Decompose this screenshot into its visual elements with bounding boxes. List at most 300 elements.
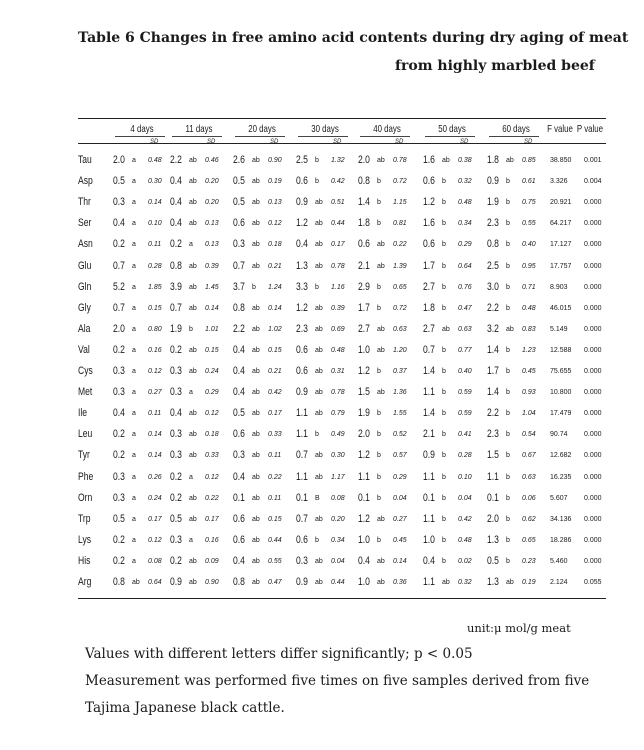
sd-value: 0.12 bbox=[205, 473, 219, 481]
significance-letter: ab bbox=[252, 494, 260, 502]
mean-value: 0.3 bbox=[113, 491, 125, 504]
significance-letter: b bbox=[377, 410, 381, 418]
significance-letter: b bbox=[506, 410, 510, 418]
mean-value: 1.2 bbox=[358, 512, 370, 525]
mean-value: 0.3 bbox=[113, 365, 125, 377]
p-value: 0.000 bbox=[584, 494, 602, 502]
sd-value: 0.29 bbox=[393, 473, 407, 481]
amino-acid-label: Ala bbox=[78, 322, 91, 335]
mean-value: 2.0 bbox=[113, 154, 125, 166]
mean-value: 0.3 bbox=[113, 196, 125, 209]
significance-letter: b bbox=[442, 178, 446, 186]
significance-letter: b bbox=[189, 325, 193, 333]
significance-letter: b bbox=[506, 346, 510, 354]
mean-value: 0.4 bbox=[358, 554, 370, 567]
significance-letter: ab bbox=[189, 283, 197, 291]
p-value: 0.000 bbox=[584, 325, 602, 333]
footnote-cattle: Tajima Japanese black cattle. bbox=[85, 700, 285, 716]
sd-value: 0.61 bbox=[522, 178, 536, 186]
sd-value: 0.04 bbox=[458, 494, 472, 502]
f-value: 46.015 bbox=[550, 304, 572, 312]
sd-value: 0.24 bbox=[148, 494, 162, 502]
significance-letter: b bbox=[377, 178, 381, 186]
significance-letter: b bbox=[377, 368, 381, 375]
sd-value: 0.55 bbox=[268, 557, 282, 565]
sd-value: 0.48 bbox=[458, 199, 472, 207]
sd-value: 0.54 bbox=[522, 431, 536, 439]
group-header: 20 days bbox=[248, 123, 276, 135]
mean-value: 1.1 bbox=[296, 428, 308, 441]
significance-letter: ab bbox=[132, 579, 140, 586]
sd-value: 0.44 bbox=[331, 220, 345, 228]
sd-value: 0.15 bbox=[268, 346, 282, 354]
significance-letter: ab bbox=[189, 346, 197, 354]
f-value: 64.217 bbox=[550, 220, 572, 228]
mean-value: 5.2 bbox=[113, 280, 125, 293]
mean-value: 0.2 bbox=[113, 238, 125, 251]
sd-value: 0.67 bbox=[522, 452, 536, 460]
mean-value: 0.3 bbox=[113, 386, 125, 399]
significance-letter: ab bbox=[189, 178, 197, 186]
significance-letter: a bbox=[189, 389, 193, 397]
significance-letter: b bbox=[442, 283, 446, 291]
mean-value: 1.0 bbox=[358, 343, 370, 356]
mean-value: 2.2 bbox=[170, 154, 182, 166]
sd-value: 0.09 bbox=[205, 557, 219, 565]
sd-value: 0.17 bbox=[331, 241, 345, 249]
sd-value: 0.41 bbox=[458, 431, 472, 439]
sd-value: 0.65 bbox=[393, 283, 407, 291]
mean-value: 1.3 bbox=[487, 576, 499, 588]
sd-value: 0.10 bbox=[458, 473, 472, 481]
significance-letter: ab bbox=[252, 178, 260, 186]
mean-value: 0.4 bbox=[170, 217, 182, 230]
sd-value: 0.64 bbox=[458, 262, 472, 270]
sd-value: 1.15 bbox=[393, 199, 407, 207]
significance-letter: a bbox=[132, 178, 136, 186]
significance-letter: b bbox=[506, 262, 510, 270]
sd-value: 0.42 bbox=[331, 178, 345, 186]
sd-value: 0.14 bbox=[393, 557, 407, 565]
p-value: 0.000 bbox=[584, 452, 602, 460]
table-row bbox=[0, 386, 644, 407]
mean-value: 0.7 bbox=[296, 449, 308, 462]
significance-letter: ab bbox=[252, 199, 260, 207]
mean-value: 1.1 bbox=[423, 512, 435, 525]
mean-value: 0.9 bbox=[296, 196, 308, 209]
mean-value: 1.4 bbox=[358, 196, 370, 209]
amino-acid-label: Glu bbox=[78, 259, 92, 272]
sd-value: 0.08 bbox=[331, 494, 345, 502]
significance-letter: a bbox=[132, 157, 136, 164]
significance-letter: ab bbox=[189, 199, 197, 207]
significance-letter: a bbox=[132, 262, 136, 270]
mean-value: 0.6 bbox=[233, 533, 245, 546]
mean-value: 2.2 bbox=[233, 322, 245, 335]
mean-value: 1.7 bbox=[487, 365, 499, 377]
p-value: 0.000 bbox=[584, 220, 602, 228]
sd-value: 0.31 bbox=[331, 368, 345, 375]
sd-value: 0.11 bbox=[268, 452, 282, 460]
sd-value: 0.32 bbox=[458, 178, 472, 186]
significance-letter: ab bbox=[189, 494, 197, 502]
sd-value: 0.48 bbox=[522, 304, 536, 312]
significance-letter: ab bbox=[252, 304, 260, 312]
significance-letter: b bbox=[442, 346, 446, 354]
mean-value: 1.1 bbox=[423, 576, 435, 588]
significance-letter: ab bbox=[252, 368, 260, 375]
sd-value: 0.34 bbox=[331, 536, 345, 544]
sd-value: 0.37 bbox=[393, 368, 407, 375]
sd-value: 0.15 bbox=[205, 346, 219, 354]
significance-letter: ab bbox=[315, 389, 323, 397]
significance-letter: ab bbox=[315, 262, 323, 270]
mean-value: 1.1 bbox=[423, 470, 435, 483]
significance-letter: b bbox=[506, 304, 510, 312]
significance-letter: b bbox=[506, 452, 510, 460]
mean-value: 3.0 bbox=[487, 280, 499, 293]
f-value: 5.460 bbox=[550, 557, 568, 565]
significance-letter: ab bbox=[315, 452, 323, 460]
sd-value: 0.13 bbox=[268, 199, 282, 207]
sd-value: 0.15 bbox=[268, 515, 282, 523]
mean-value: 2.2 bbox=[487, 301, 499, 314]
table-row bbox=[0, 471, 644, 492]
sd-value: 0.30 bbox=[148, 178, 162, 186]
mean-value: 1.1 bbox=[358, 470, 370, 483]
significance-letter: b bbox=[442, 389, 446, 397]
mean-value: 0.7 bbox=[113, 301, 125, 314]
significance-letter: a bbox=[132, 515, 136, 523]
sd-value: 0.78 bbox=[331, 262, 345, 270]
mean-value: 0.8 bbox=[487, 238, 499, 251]
mean-value: 1.3 bbox=[487, 533, 499, 546]
mean-value: 0.4 bbox=[170, 196, 182, 209]
significance-letter: a bbox=[132, 368, 136, 375]
sd-header: SD bbox=[395, 139, 404, 145]
significance-letter: a bbox=[132, 536, 136, 544]
significance-letter: b bbox=[506, 283, 510, 291]
mean-value: 2.0 bbox=[487, 512, 499, 525]
significance-letter: a bbox=[189, 241, 193, 249]
table-top-rule bbox=[78, 118, 606, 119]
sd-value: 0.71 bbox=[522, 283, 536, 291]
significance-letter: B bbox=[315, 494, 320, 502]
sd-value: 0.47 bbox=[268, 579, 282, 586]
mean-value: 0.4 bbox=[423, 554, 435, 567]
significance-letter: b bbox=[377, 283, 381, 291]
sd-value: 0.95 bbox=[522, 262, 536, 270]
group-header: 50 days bbox=[438, 123, 466, 135]
mean-value: 0.5 bbox=[487, 554, 499, 567]
sd-value: 0.81 bbox=[393, 220, 407, 228]
significance-letter: a bbox=[132, 220, 136, 228]
sd-value: 0.46 bbox=[205, 157, 219, 164]
sd-value: 0.55 bbox=[522, 220, 536, 228]
significance-letter: ab bbox=[252, 346, 260, 354]
sd-value: 0.26 bbox=[148, 473, 162, 481]
significance-letter: b bbox=[442, 452, 446, 460]
sd-value: 0.49 bbox=[331, 431, 345, 439]
sd-value: 0.59 bbox=[458, 410, 472, 418]
sd-value: 0.72 bbox=[393, 304, 407, 312]
group-underline bbox=[489, 136, 539, 137]
sd-value: 0.14 bbox=[205, 304, 219, 312]
amino-acid-label: Ser bbox=[78, 217, 92, 230]
sd-value: 0.18 bbox=[268, 241, 282, 249]
significance-letter: b bbox=[506, 557, 510, 565]
significance-letter: b bbox=[377, 304, 381, 312]
amino-acid-label: Tau bbox=[78, 154, 92, 166]
sd-value: 0.21 bbox=[268, 368, 282, 375]
significance-letter: ab bbox=[252, 262, 260, 270]
mean-value: 2.3 bbox=[487, 217, 499, 230]
table-row bbox=[0, 175, 644, 196]
significance-letter: b bbox=[442, 536, 446, 544]
table-row bbox=[0, 407, 644, 428]
sd-value: 0.17 bbox=[268, 410, 282, 418]
f-value: 17.127 bbox=[550, 241, 572, 249]
f-value: 20.921 bbox=[550, 199, 572, 207]
significance-letter: a bbox=[189, 536, 193, 544]
sd-value: 0.19 bbox=[522, 579, 536, 586]
sd-value: 0.15 bbox=[148, 304, 162, 312]
mean-value: 0.3 bbox=[233, 449, 245, 462]
sd-value: 0.45 bbox=[393, 536, 407, 544]
mean-value: 1.1 bbox=[487, 470, 499, 483]
significance-letter: b bbox=[506, 178, 510, 186]
sd-value: 0.77 bbox=[458, 346, 472, 354]
significance-letter: ab bbox=[315, 325, 323, 333]
mean-value: 0.8 bbox=[113, 576, 125, 588]
mean-value: 0.3 bbox=[170, 449, 182, 462]
sd-value: 0.12 bbox=[148, 368, 162, 375]
mean-value: 0.3 bbox=[170, 428, 182, 441]
significance-letter: ab bbox=[189, 579, 197, 586]
mean-value: 1.6 bbox=[423, 217, 435, 230]
sd-value: 0.11 bbox=[148, 410, 162, 418]
significance-letter: ab bbox=[252, 389, 260, 397]
table-row bbox=[0, 281, 644, 302]
mean-value: 3.7 bbox=[233, 280, 245, 293]
significance-letter: a bbox=[132, 431, 136, 439]
table-row bbox=[0, 154, 644, 175]
mean-value: 0.4 bbox=[170, 407, 182, 420]
amino-acid-label: Orn bbox=[78, 491, 93, 504]
significance-letter: ab bbox=[189, 452, 197, 460]
mean-value: 0.2 bbox=[113, 554, 125, 567]
group-header: 40 days bbox=[373, 123, 401, 135]
sd-value: 0.83 bbox=[522, 325, 536, 333]
significance-letter: b bbox=[506, 536, 510, 544]
sd-value: 0.17 bbox=[148, 515, 162, 523]
sd-value: 0.20 bbox=[205, 199, 219, 207]
amino-acid-label: Trp bbox=[78, 512, 91, 525]
group-underline bbox=[172, 136, 222, 137]
sd-value: 0.12 bbox=[205, 410, 219, 418]
sd-value: 0.39 bbox=[331, 304, 345, 312]
mean-value: 1.0 bbox=[358, 533, 370, 546]
sd-value: 0.33 bbox=[268, 431, 282, 439]
mean-value: 3.9 bbox=[170, 280, 182, 293]
mean-value: 0.5 bbox=[233, 175, 245, 188]
mean-value: 0.2 bbox=[170, 554, 182, 567]
sd-value: 0.40 bbox=[522, 241, 536, 249]
significance-letter: ab bbox=[315, 241, 323, 249]
significance-letter: ab bbox=[377, 579, 385, 586]
sd-value: 0.90 bbox=[268, 157, 282, 164]
significance-letter: b bbox=[315, 431, 319, 439]
mean-value: 1.5 bbox=[487, 449, 499, 462]
mean-value: 0.1 bbox=[487, 491, 499, 504]
significance-letter: a bbox=[189, 473, 193, 481]
mean-value: 0.7 bbox=[170, 301, 182, 314]
table-bottom-rule bbox=[78, 598, 606, 599]
significance-letter: b bbox=[442, 262, 446, 270]
group-header: 11 days bbox=[185, 123, 213, 135]
significance-letter: ab bbox=[377, 515, 385, 523]
mean-value: 0.4 bbox=[170, 175, 182, 188]
sd-value: 0.12 bbox=[268, 220, 282, 228]
sd-value: 0.76 bbox=[458, 283, 472, 291]
mean-value: 0.5 bbox=[233, 407, 245, 420]
mean-value: 0.5 bbox=[170, 512, 182, 525]
mean-value: 1.6 bbox=[423, 154, 435, 166]
sd-value: 1.36 bbox=[393, 389, 407, 397]
p-value: 0.000 bbox=[584, 199, 602, 207]
sd-value: 0.21 bbox=[268, 262, 282, 270]
p-value: 0.001 bbox=[584, 157, 602, 164]
significance-letter: ab bbox=[252, 410, 260, 418]
significance-letter: b bbox=[506, 473, 510, 481]
sd-value: 0.04 bbox=[393, 494, 407, 502]
sd-value: 0.14 bbox=[148, 199, 162, 207]
mean-value: 1.3 bbox=[296, 259, 308, 272]
significance-letter: b bbox=[315, 178, 319, 186]
significance-letter: ab bbox=[315, 220, 323, 228]
f-value: 75.655 bbox=[550, 368, 572, 375]
mean-value: 1.4 bbox=[423, 407, 435, 420]
amino-acid-label: Gln bbox=[78, 280, 92, 293]
sd-value: 1.45 bbox=[205, 283, 219, 291]
p-value: 0.000 bbox=[584, 262, 602, 270]
significance-letter: ab bbox=[189, 410, 197, 418]
amino-acid-label: Cys bbox=[78, 365, 93, 377]
group-header: 30 days bbox=[311, 123, 339, 135]
mean-value: 0.6 bbox=[296, 533, 308, 546]
sd-value: 0.48 bbox=[458, 536, 472, 544]
significance-letter: ab bbox=[189, 431, 197, 439]
mean-value: 2.0 bbox=[358, 428, 370, 441]
sd-value: 0.27 bbox=[393, 515, 407, 523]
table-row bbox=[0, 196, 644, 217]
table-row bbox=[0, 449, 644, 470]
significance-letter: a bbox=[132, 304, 136, 312]
significance-letter: ab bbox=[189, 157, 197, 164]
sd-value: 0.78 bbox=[393, 157, 407, 164]
mean-value: 0.2 bbox=[113, 449, 125, 462]
significance-letter: b bbox=[442, 557, 446, 565]
p-value: 0.000 bbox=[584, 389, 602, 397]
significance-letter: ab bbox=[377, 157, 385, 164]
sd-value: 0.29 bbox=[458, 241, 472, 249]
mean-value: 0.1 bbox=[233, 491, 245, 504]
mean-value: 1.1 bbox=[296, 407, 308, 420]
mean-value: 0.6 bbox=[296, 175, 308, 188]
sd-value: 0.64 bbox=[148, 579, 162, 586]
mean-value: 0.9 bbox=[423, 449, 435, 462]
mean-value: 1.4 bbox=[487, 343, 499, 356]
significance-letter: ab bbox=[315, 473, 323, 481]
table-row bbox=[0, 365, 644, 386]
sd-value: 1.24 bbox=[268, 283, 282, 291]
mean-value: 1.9 bbox=[358, 407, 370, 420]
mean-value: 0.3 bbox=[296, 554, 308, 567]
mean-value: 0.7 bbox=[296, 512, 308, 525]
significance-letter: b bbox=[506, 199, 510, 207]
table-row bbox=[0, 238, 644, 259]
table-row bbox=[0, 344, 644, 365]
significance-letter: ab bbox=[252, 220, 260, 228]
significance-letter: b bbox=[315, 283, 319, 291]
significance-letter: a bbox=[132, 452, 136, 460]
significance-letter: ab bbox=[189, 557, 197, 565]
significance-letter: b bbox=[506, 389, 510, 397]
sd-value: 0.69 bbox=[331, 325, 345, 333]
mean-value: 0.2 bbox=[113, 533, 125, 546]
mean-value: 1.8 bbox=[423, 301, 435, 314]
significance-letter: b bbox=[377, 494, 381, 502]
sd-value: 0.44 bbox=[268, 536, 282, 544]
sd-value: 0.44 bbox=[331, 579, 345, 586]
significance-letter: b bbox=[252, 283, 256, 291]
significance-letter: ab bbox=[189, 262, 197, 270]
sd-value: 0.23 bbox=[522, 557, 536, 565]
mean-value: 0.2 bbox=[170, 343, 182, 356]
table-row bbox=[0, 428, 644, 449]
sd-value: 0.38 bbox=[458, 157, 472, 164]
significance-letter: ab bbox=[506, 157, 514, 164]
mean-value: 0.6 bbox=[358, 238, 370, 251]
f-value: 10.800 bbox=[550, 389, 572, 397]
sd-value: 0.11 bbox=[268, 494, 282, 502]
f-value: 34.136 bbox=[550, 515, 572, 523]
p-value: 0.000 bbox=[584, 304, 602, 312]
sd-value: 0.62 bbox=[522, 515, 536, 523]
sd-value: 0.52 bbox=[393, 431, 407, 439]
sd-header: SD bbox=[524, 139, 533, 145]
amino-acid-label: Ile bbox=[78, 407, 88, 420]
sd-value: 1.16 bbox=[331, 283, 345, 291]
sd-value: 0.02 bbox=[458, 557, 472, 565]
sd-value: 1.39 bbox=[393, 262, 407, 270]
sd-value: 0.80 bbox=[148, 325, 162, 333]
mean-value: 0.4 bbox=[296, 238, 308, 251]
mean-value: 0.4 bbox=[233, 470, 245, 483]
significance-letter: ab bbox=[252, 579, 260, 586]
sd-value: 0.63 bbox=[393, 325, 407, 333]
sd-value: 1.32 bbox=[331, 157, 345, 164]
sd-value: 0.40 bbox=[458, 368, 472, 375]
mean-value: 1.2 bbox=[423, 196, 435, 209]
sd-header: SD bbox=[207, 139, 216, 145]
mean-value: 0.6 bbox=[423, 238, 435, 251]
significance-letter: ab bbox=[315, 304, 323, 312]
significance-letter: ab bbox=[506, 325, 514, 333]
mean-value: 0.9 bbox=[487, 175, 499, 188]
significance-letter: a bbox=[132, 283, 136, 291]
mean-value: 1.2 bbox=[296, 301, 308, 314]
